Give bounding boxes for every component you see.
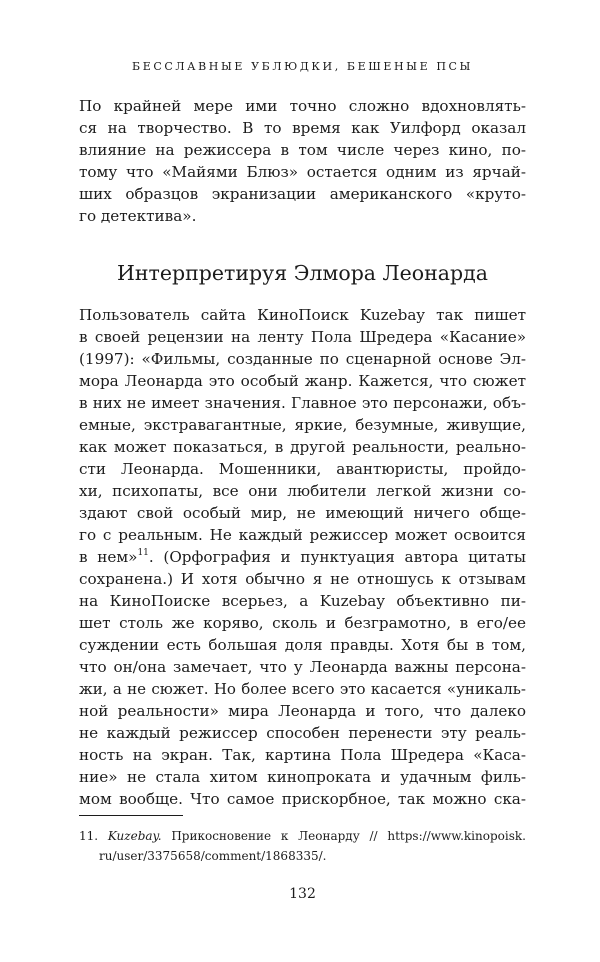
footnote-line (79, 846, 526, 866)
text-line: По крайней мере ими точно сложно вдохновлять- (79, 97, 526, 115)
text-line: ших образцов экранизации американского «круто- (79, 185, 526, 203)
text-line: ность на экран. Так, картина Пола Шредера «Каса- (79, 746, 526, 764)
text-line: го с реальным. Не каждый режиссер может освоится (79, 526, 526, 544)
paragraph-main (79, 304, 526, 810)
text-line-with-footnote (79, 546, 526, 568)
text-line: не каждый режиссер способен перенести эту реаль- (79, 724, 526, 742)
text-line: тому что «Майями Блюз» остается одним из ярчай- (79, 163, 526, 181)
text-line: как может показаться, в другой реальности, реально- (79, 438, 526, 456)
text-line: емные, экстравагантные, яркие, безумные, живущие, (79, 416, 526, 434)
text-line: хи, психопаты, все они любители легкой жизни со- (79, 482, 526, 500)
text-line: влияние на режиссера в том числе через кино, по- (79, 141, 526, 159)
footnote (79, 826, 526, 866)
running-head: БЕССЛАВНЫЕ УБЛЮДКИ, БЕШЕНЫЕ ПСЫ (132, 60, 473, 73)
text-line: в своей рецензии на ленту Пола Шредера «Касание» (79, 328, 526, 346)
text-segment: . (Орфография и пунктуация автора цитаты (148, 548, 526, 566)
text-line: мом вообще. Что самое прискорбное, так можно ска- (79, 790, 526, 808)
footnote-marker[interactable]: 11 (137, 547, 149, 558)
text-line: ной реальности» мира Леонарда и того, что далеко (79, 702, 526, 720)
text-line: Пользователь сайта КиноПоиск Kuzebay так пишет (79, 306, 526, 324)
section-heading: Интерпретируя Элмора Леонарда (117, 261, 488, 285)
footnote-text: Прикосновение к Леонарду // https://www.kinopoisk. (171, 829, 526, 843)
text-line: шет столь же коряво, сколь и безграмотно, в его/ее (79, 614, 526, 632)
text-line: сохранена.) И хотя обычно я не отношусь к отзывам (79, 570, 526, 588)
text-segment: в нем» (79, 548, 138, 566)
text-line: суждении есть большая доля правды. Хотя бы в том, (79, 636, 526, 654)
text-line: в них не имеет значения. Главное это персонажи, объ- (79, 394, 526, 412)
footnote-author: Kuzebay. (107, 829, 162, 843)
paragraph-intro (79, 95, 526, 227)
text-line: на КиноПоиске всерьез, а Kuzebay объективно пи- (79, 592, 526, 610)
footnote-number: 11. (79, 829, 99, 843)
text-line: здают свой особый мир, не имеющий ничего обще- (79, 504, 526, 522)
text-line: (1997): «Фильмы, созданные по сценарной основе Эл- (79, 350, 526, 368)
text-line: мора Леонарда это особый жанр. Кажется, что сюжет (79, 372, 526, 390)
text-line: го детектива». (79, 207, 197, 225)
text-line: жи, а не сюжет. Но более всего это касается «уникаль- (79, 680, 526, 698)
page-number: 132 (289, 886, 316, 902)
text-line: ся на творчество. В то время как Уилфорд оказал (79, 119, 526, 137)
footnote-divider (79, 815, 183, 816)
footnote-text: ru/user/3375658/comment/1868335/. (99, 849, 327, 863)
book-page (79, 0, 526, 962)
text-line: что он/она замечает, что у Леонарда важны персона- (79, 658, 526, 676)
text-line: ние» не стала хитом кинопроката и удачным филь- (79, 768, 526, 786)
footnote-line (79, 826, 526, 846)
text-line: сти Леонарда. Мошенники, авантюристы, пройдо- (79, 460, 526, 478)
